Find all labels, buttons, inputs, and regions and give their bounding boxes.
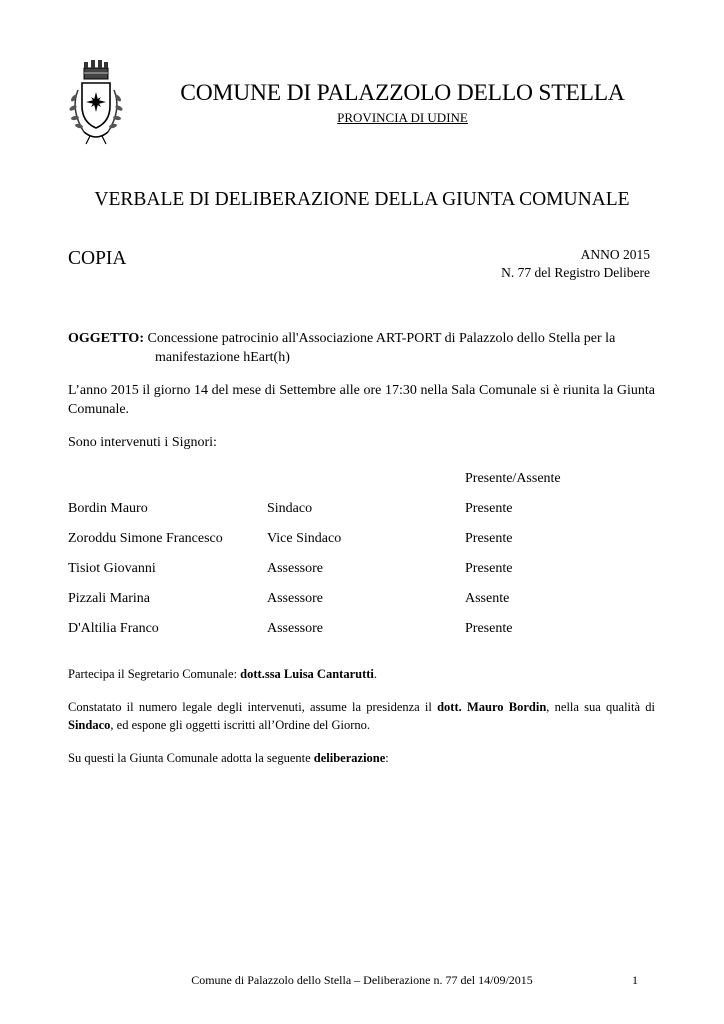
secretary-prefix: Partecipa il Segretario Comunale:	[68, 667, 241, 681]
document-heading: VERBALE DI DELIBERAZIONE DELLA GIUNTA COMUNALE	[94, 189, 630, 210]
secretary-name: dott.ssa Luisa Cantarutti	[240, 667, 374, 681]
attendee-role: Assessore	[267, 561, 323, 576]
adoption-paragraph	[68, 749, 655, 767]
attendee-row	[68, 591, 655, 609]
secretary-paragraph	[68, 665, 655, 683]
municipality-title: COMUNE DI PALAZZOLO DELLO STELLA	[180, 80, 625, 106]
attendee-role: Vice Sindaco	[267, 531, 342, 546]
year-line: ANNO 2015	[580, 247, 650, 262]
attendee-name: Bordin Mauro	[68, 501, 148, 516]
attendee-role: Assessore	[267, 591, 323, 606]
attendee-row	[68, 501, 655, 519]
president-role: Sindaco	[68, 718, 111, 732]
page-number: 1	[632, 973, 638, 987]
subject-text-line1: Concessione patrocinio all'Associazione ART-PORT di Palazzolo dello Stella per la	[147, 331, 616, 346]
meeting-intro: L’anno 2015 il giorno 14 del mese di Settembre alle ore 17:30 nella Sala Comunale si è riunita la Giunta Comunale.	[68, 383, 655, 417]
subject-label: OGGETTO:	[68, 331, 144, 346]
province-subtitle: PROVINCIA DI UDINE	[337, 110, 468, 125]
attendee-status: Assente	[465, 591, 510, 606]
secretary-suffix: .	[373, 667, 377, 681]
quorum-text-3: , ed espone gli oggetti iscritti all’Ordine del Giorno.	[110, 718, 371, 732]
quorum-paragraph	[68, 698, 655, 734]
register-number: N. 77 del Registro Delibere	[501, 265, 650, 280]
adopt-prefix: Su questi la Giunta Comunale adotta la seguente	[68, 751, 314, 765]
attendee-status: Presente	[465, 531, 513, 546]
attendee-row	[68, 561, 655, 579]
quorum-text-2: , nella sua qualità di	[546, 700, 655, 714]
attendee-name: Tisiot Giovanni	[68, 561, 156, 576]
attendee-row	[68, 531, 655, 549]
attendee-name: D'Altilia Franco	[68, 621, 159, 636]
president-name: dott. Mauro Bordin	[437, 700, 547, 714]
subject-paragraph	[68, 330, 655, 367]
attendee-status: Presente	[465, 501, 513, 516]
attendee-role: Assessore	[267, 621, 323, 636]
attendee-status: Presente	[465, 621, 513, 636]
subject-text-line2: manifestazione hEart(h)	[155, 349, 290, 365]
attendee-name: Pizzali Marina	[68, 591, 151, 606]
footer-text: Comune di Palazzolo dello Stella – Deliberazione n. 77 del 14/09/2015	[191, 973, 533, 987]
attendees-intro: Sono intervenuti i Signori:	[68, 435, 217, 450]
attendee-row	[68, 621, 655, 639]
adopt-keyword: deliberazione	[313, 751, 386, 765]
adopt-suffix: :	[385, 751, 389, 765]
attendee-status: Presente	[465, 561, 513, 576]
quorum-text-1: Constatato il numero legale degli intervenuti, assume la presidenza il	[68, 700, 438, 714]
copy-label: COPIA	[68, 248, 127, 269]
attendance-column-header: Presente/Assente	[465, 471, 561, 486]
coat-of-arms-icon	[64, 58, 128, 150]
attendee-role: Sindaco	[267, 501, 313, 516]
attendee-name: Zoroddu Simone Francesco	[68, 531, 223, 546]
